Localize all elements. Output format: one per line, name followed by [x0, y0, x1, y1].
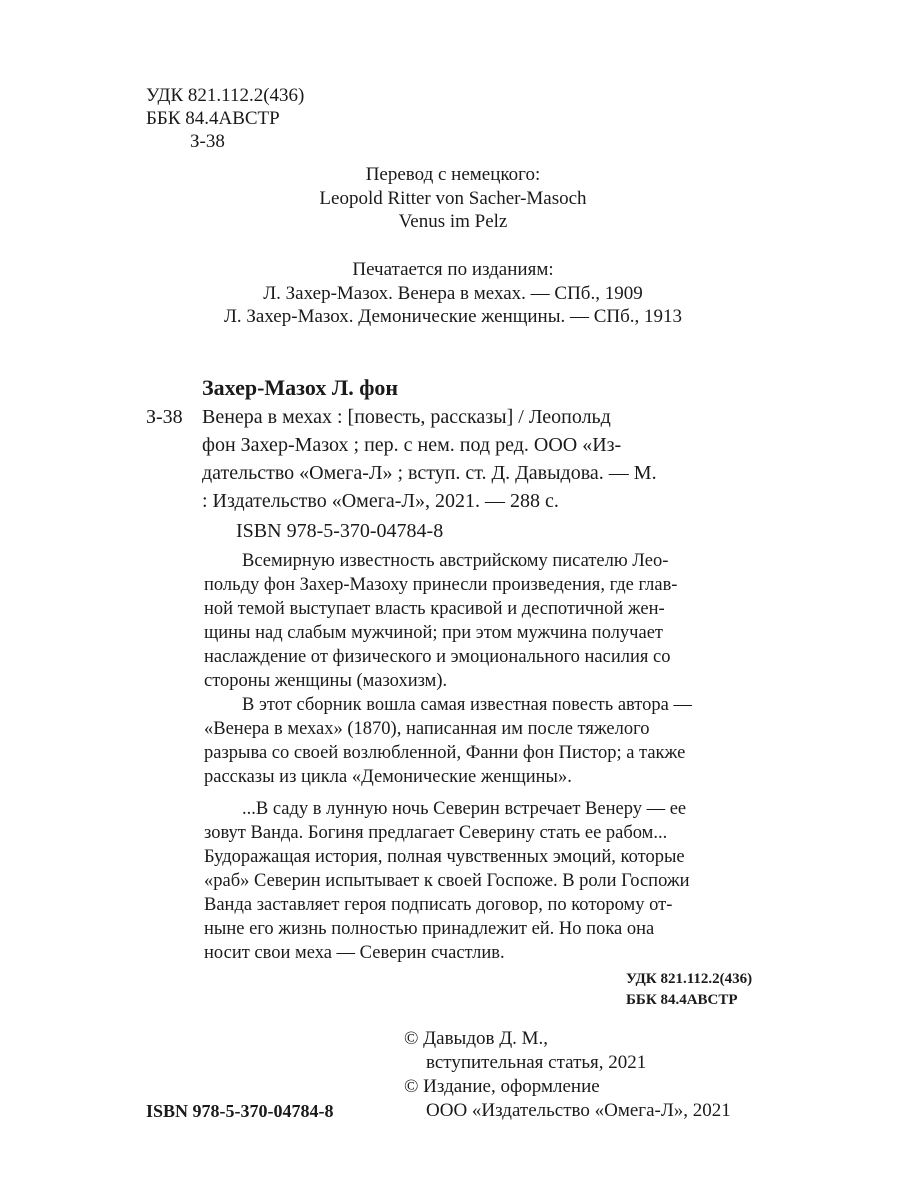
bottom-bbk-code: ББК 84.4АВСТР: [626, 992, 738, 1008]
author-mark: З-38: [190, 131, 225, 152]
catalog-isbn: ISBN 978-5-370-04784-8: [236, 520, 444, 542]
copyright-line: © Издание, оформление: [404, 1076, 600, 1097]
annotation-line: ...В саду в лунную ночь Северин встречает Венеру — ее: [242, 799, 687, 819]
source-edition-1: Л. Захер-Мазох. Венера в мехах. — СПб., 1909: [263, 283, 643, 304]
annotation-line: В этот сборник вошла самая известная повесть автора —: [242, 695, 692, 715]
sources-label: Печатается по изданиям:: [352, 259, 554, 280]
annotation-line: щины над слабым мужчиной; при этом мужчина получает: [204, 623, 663, 643]
catalog-mark: З-38: [146, 406, 183, 428]
translation-label: Перевод с немецкого:: [365, 164, 541, 185]
annotation-line: рассказы из цикла «Демонические женщины».: [204, 767, 572, 787]
original-author: Leopold Ritter von Sacher-Masoch: [319, 188, 587, 209]
catalog-description-line: : Издательство «Омега-Л», 2021. — 288 с.: [202, 490, 559, 512]
annotation-line: стороны женщины (мазохизм).: [204, 671, 448, 691]
copyright-line: © Давыдов Д. М.,: [404, 1028, 549, 1049]
annotation-line: зовут Ванда. Богиня предлагает Северину стать ее рабом...: [204, 823, 668, 843]
annotation-line: польду фон Захер-Мазоху принесли произведения, где глав-: [204, 575, 678, 595]
catalog-description-line: дательство «Омега-Л» ; вступ. ст. Д. Давыдова. — М.: [202, 462, 657, 484]
annotation-line: Всемирную известность австрийскому писателю Лео-: [242, 551, 669, 571]
catalog-description-line: Венера в мехах : [повесть, рассказы] / Леопольд: [202, 406, 611, 428]
annotation-line: наслаждение от физического и эмоционального насилия со: [204, 647, 671, 667]
bbk-code: ББК 84.4АВСТР: [146, 108, 280, 129]
annotation-line: ной темой выступает власть красивой и деспотичной жен-: [204, 599, 665, 619]
annotation-line: носит свои меха — Северин счастлив.: [204, 943, 505, 963]
bottom-udk-code: УДК 821.112.2(436): [626, 971, 753, 987]
udk-code: УДК 821.112.2(436): [146, 85, 305, 106]
copyright-line: вступительная статья, 2021: [426, 1052, 647, 1073]
source-edition-2: Л. Захер-Мазох. Демонические женщины. — СПб., 1913: [223, 306, 683, 327]
bottom-isbn: ISBN 978-5-370-04784-8: [146, 1101, 334, 1121]
copyright-line: ООО «Издательство «Омега-Л», 2021: [426, 1100, 731, 1121]
annotation-line: Будоражащая история, полная чувственных эмоций, которые: [204, 847, 685, 867]
annotation-line: Ванда заставляет героя подписать договор, по которому от-: [204, 895, 673, 915]
catalog-description-line: фон Захер-Мазох ; пер. с нем. под ред. ООО «Из-: [202, 434, 622, 456]
annotation-line: «Венера в мехах» (1870), написанная им после тяжелого: [204, 719, 650, 739]
original-title: Venus im Pelz: [398, 211, 508, 232]
annotation-line: ныне его жизнь полностью принадлежит ей. Но пока она: [204, 919, 655, 939]
catalog-author-heading: Захер-Мазох Л. фон: [202, 375, 399, 400]
annotation-line: разрыва со своей возлюбленной, Фанни фон Пистор; а также: [204, 743, 686, 763]
annotation-line: «раб» Северин испытывает к своей Госпоже. В роли Госпожи: [204, 871, 690, 891]
